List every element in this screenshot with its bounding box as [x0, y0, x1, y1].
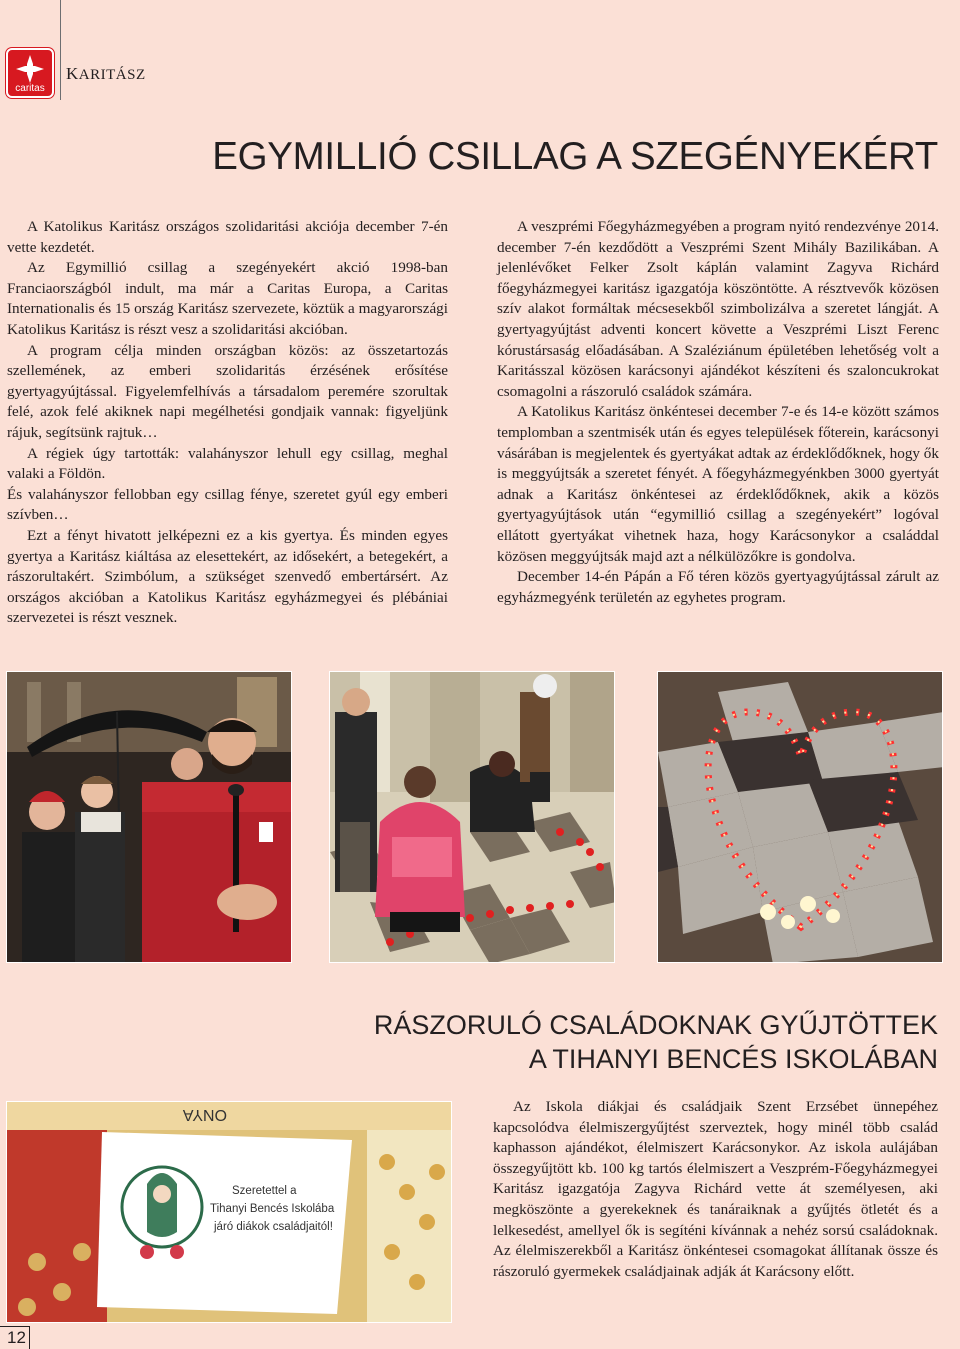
card-line: Tihanyi Bencés Iskolába — [210, 1203, 335, 1215]
section-label: KARITÁSZ — [66, 64, 146, 83]
paragraph: És valahányszor fellobban egy csillag fénye, szeretet gyúl egy emberi szívben… — [7, 485, 448, 524]
article-title: EGYMILLIÓ CSILLAG A SZEGÉNYEKÉRT — [212, 135, 938, 178]
paragraph: A veszprémi Főegyházmegyében a program nyitó rendezvénye 2014. december 7-én kezdődött a Veszprémi Szent Mihály Bazilikában. A jelenlévőket Felker Zsolt káplán valamint Zagyva Richárd főegyházmegyei karitász igazgatója köszöntötte. A résztvevők közösen szív alakot formáltak mécsesekből szimbolizálva a szeretet lángját. A gyertyagyújtást adventi koncert követte a Veszprémi Liszt Ferenc kórustársaság előadásában. A Szaléziánum épületében lehetőség volt a Karitásszal közösen karácsonyi ajándékot készíteni és szaloncukrokat csomagolni a rászoruló családok számára. — [497, 218, 939, 400]
page-number-rule — [0, 1326, 30, 1327]
card-line: járó diákok családjaitól! — [214, 1221, 333, 1233]
article-right-column — [497, 217, 939, 608]
logo-word: caritas — [15, 83, 45, 94]
photo-food-donation — [6, 1101, 452, 1323]
article2-title: RÁSZORULÓ CSALÁDOKNAK GYŰJTÖTTEK A TIHANYI BENCÉS ISKOLÁBAN — [373, 1010, 938, 1074]
package-text: ONYA — [182, 1106, 227, 1123]
card-line: Szeretettel a — [232, 1185, 297, 1197]
paragraph: Az Iskola diákjai és családjaik Szent Erzsébet ünnepéhez kapcsolódva élelmiszergyűjtést szerveztek, hogy minél több család kaphasson ajándékot, élelmiszert Karácsonykor. Az iskola aulájában összegyűjtött kb. 100 kg tartós élelmiszert a Veszprém-Főegyházmegyei Karitász igazgatója Zagyva Richárd vette át személyesen, aki megköszönte a gyerekeknek és tanáraiknak a gyűjtés ötletét és a lelkesedést, amellyel ők is segíténi kívánnak a nehéz sorsú családoknak. Az élelmiszerekből a Karitász önkéntesei csomagokat állítanak össze és rászoruló gyermekek családjainak adják át Karácsony előtt. — [493, 1098, 938, 1280]
article2-body — [493, 1097, 938, 1282]
paragraph: A program célja minden országban közös: az összetartozás szellemének, az emberi szolidaritás érzésének erősítése gyertyagyújtással. Figyelemfelhívás a társadalom peremére szorultak felé, azok felé akiknek napi megélhetési gondjaik vannak: figyeljünk rájuk, segítsünk rajtuk… — [7, 341, 448, 441]
header-divider — [60, 0, 61, 100]
photo-candle-lighting — [329, 671, 615, 963]
photo-candle-heart — [657, 671, 943, 963]
page-number-rule-vertical — [29, 1326, 30, 1349]
paragraph: Az Egymillió csillag a szegényekért akció 1998-ban Franciaországból indult, ma már a Caritas Europa, a Caritas Internationalis és 15 ország Karitász szervezete, köztük a magyarországi Katolikus Karitász is részt vesz a szolidaritási akcióban. — [7, 259, 448, 338]
page-number: 12 — [7, 1328, 26, 1347]
photo-speaker-umbrella — [6, 671, 292, 963]
caritas-logo — [6, 48, 54, 98]
paragraph: A régiek úgy tartották: valahányszor lehull egy csillag, meghal valaki a Földön. — [7, 444, 448, 483]
article-left-column — [7, 217, 448, 629]
caritas-cross-icon — [14, 54, 46, 84]
paragraph: A Katolikus Karitász országos szolidaritási akciója december 7-én vette kezdetét. — [7, 218, 448, 256]
paragraph: A Katolikus Karitász önkéntesei december 7-e és 14-e között számos templomban a szentmisék után és egyes települések főterein, karácsonyi vásárában is megjelentek és gyertyákat adtak az érdeklődőknek, hogy ők is meggyújtsák a szeretet fényét. A főegyházmegyénkben 3000 gyertyát adnak a Karitász önkéntesei az érdeklődőknek, akik a közös gyertyagyújtások után “egymillió csillag a szegényekért” logóval ellátott gyertyákat vihetnek haza, hogy Karácsonykor a családdal közösen meggyújtsák majd azt a nélkülözőkre is gondolva. — [497, 403, 939, 565]
paragraph: December 14-én Pápán a Fő téren közös gyertyagyújtással zárult az egyházmegyénk területén az egyhetes program. — [497, 568, 939, 606]
paragraph: Ezt a fényt hivatott jelképezni ez a kis gyertya. És minden egyes gyertya a Karitász kiáltása az elesettekért, az idősekért, a betegekért, a rászorultakért. Szimbólum, a szükséget szenvedő embertársért. Az országos akcióban a Katolikus Karitász egyházmegyei és plébániai szervezetei is részt vesznek. — [7, 526, 448, 627]
